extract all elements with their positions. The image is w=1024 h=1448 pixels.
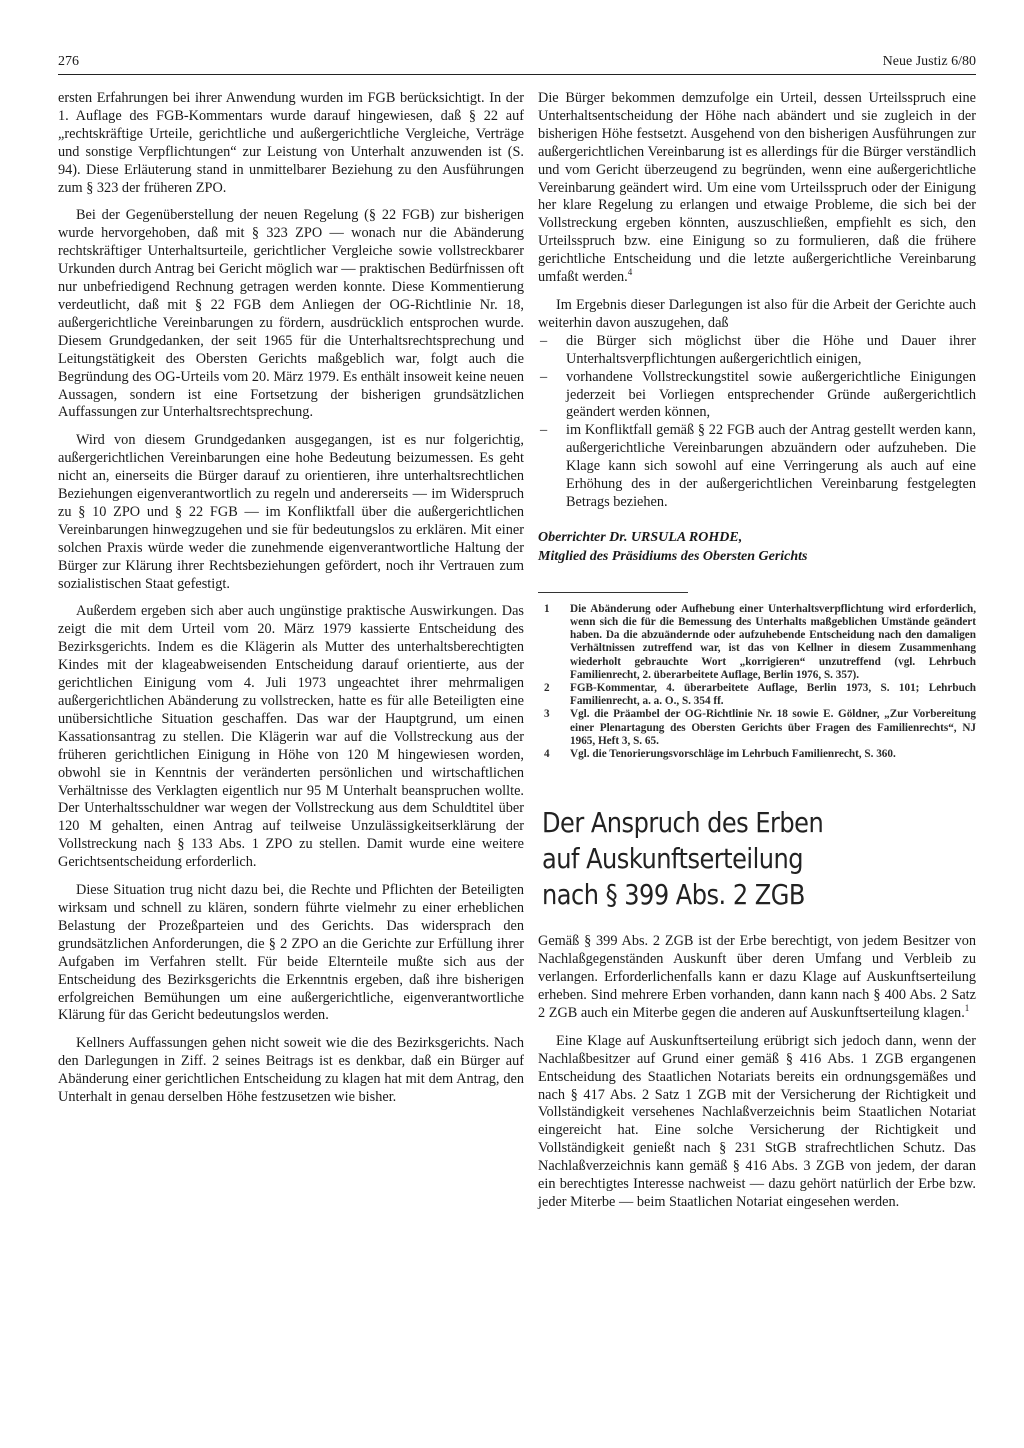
- footnote-number: 1: [544, 602, 550, 615]
- footnotes: [538, 603, 976, 761]
- paragraph: Bei der Gegenüberstellung der neuen Regelung (§ 22 FGB) zur bisherigen wurde hervorgehoben, daß mit § 323 ZPO — wonach nur die Abänderung rechtskräftiger Unterhaltsurteile, gerichtlicher Vergleiche sowie vollstreckbarer Urkunden durch Antrag bei Gericht möglich war — praktischen Bedürfnissen oft nur unbefriedigend Rechnung getragen werden konnte. Diese Kommentierung verdeutlicht, daß mit § 22 FGB dem Anliegen der OG-Richtlinie Nr. 18, außergerichtliche Vereinbarungen zu fördern, ausdrücklich entsprochen wurde. Diesem Grundgedanken, der seit 1965 für die Unterhaltsrechtsprechung und Leitungstätigkeit des Obersten Gerichts maßgeblich war, folgt auch die Begründung des OG-Urteils vom 20. März 1979. Es enthält insoweit keine neuen Aussagen, sondern ist eine Fortsetzung der bisherigen grundsätzlichen Auffassungen zur Unterhaltsrechtsprechung.: [58, 207, 524, 421]
- author-title: Mitglied des Präsidiums des Obersten Gerichts: [538, 548, 808, 564]
- footnote-number: 3: [544, 708, 550, 721]
- footnote: [538, 708, 976, 748]
- right-column: [538, 90, 976, 1212]
- footnote: [538, 603, 976, 682]
- author-signature: [538, 528, 976, 566]
- footnote-ref: 4: [627, 267, 633, 278]
- paragraph: Außerdem ergeben sich aber auch ungünstige praktische Auswirkungen. Das zeigt die mit dem Urteil vom 20. März 1979 kassierte Entscheidung des Bezirksgerichts. Indem es die Klägerin als Mutter des unterhaltsberechtigten Kindes mit der klageabweisenden Entscheidung darauf orientierte, aus der gerichtlichen Einigung vom 4. Juli 1973 ungeachtet ihrer mehrmaligen außergerichtlichen Abänderung zu vollstrecken, hatte es für alle Beteiligten eine unübersichtliche Situation geschaffen. Das war der Hauptgrund, um einen Kassationsantrag zu stellen. Die Klägerin war auf die Vollstreckung aus der früheren gerichtlichen Einigung in Höhe von 120 M hingewiesen worden, obwohl sie in Kenntnis der veränderten persönlichen und wirtschaftlichen Verhältnisse des Verklagten eigentlich nur 95 M Unterhalt beanspruchen wollte. Der Unterhaltsschuldner war wegen der Vollstreckung aus dem Schuldtitel über 120 M gehalten, einen Antrag auf teilweise Unzulässigkeitserklärung der Vollstreckung nach § 133 Abs. 1 ZPO zu stellen. Damit wurde eine weitere Gerichtsentscheidung erforderlich.: [58, 603, 524, 871]
- left-column: [58, 90, 524, 1107]
- header-rule: [58, 74, 976, 75]
- paragraph: Diese Situation trug nicht dazu bei, die Rechte und Pflichten der Beteiligten wirksam und schnell zu klären, sondern führte vielmehr zu einer erheblichen Belastung der Prozeßparteien und des Gerichts. Das widersprach den grundsätzlichen Anforderungen, die § 2 ZPO an die Gerichte zur Erfüllung ihrer Aufgaben im Verfahren stellt. Für beide Elternteile mußte sich aus der Entscheidung des Bezirksgerichts die Erkenntnis ergeben, daß ihre bisherigen erfolgreichen Bemühungen um eine außergerichtliche, eigenverantwortliche Klärung für das Gericht bedeutungslos werden.: [58, 882, 524, 1024]
- page-number: 276: [58, 54, 79, 69]
- footnote-text: Vgl. die Präambel der OG-Richtlinie Nr. 18 sowie E. Göldner, „Zur Vorbereitung einer Plenartagung des Obersten Gerichts über Fragen des Familienrechts“, NJ 1965, Heft 3, S. 65.: [570, 708, 976, 747]
- paragraph: [538, 90, 976, 287]
- paragraph: Eine Klage auf Auskunftserteilung erübrigt sich jedoch dann, wenn der Nachlaßbesitzer auf Grund einer gemäß § 416 Abs. 1 ZGB ergangenen Entscheidung des Staatlichen Notariats bereits ein ordnungsgemäßes und nach § 417 Abs. 2 Satz 1 ZGB mit der Versicherung der Richtigkeit und Vollständigkeit versehenes Nachlaßverzeichnis beim Staatlichen Notariat eingereicht hat. Eine solche Versicherung der Richtigkeit und Vollständigkeit genießt nach § 231 StGB strafrechtlichen Schutz. Das Nachlaßverzeichnis kann gemäß § 416 Abs. 3 ZGB von jedem, der daran ein berechtigtes Interesse nachweist — dazu gehört natürlich der Erbe bzw. jeder Miterbe — beim Staatlichen Notariat eingesehen werden.: [538, 1032, 976, 1210]
- footnote-number: 2: [544, 682, 550, 695]
- article-title: [542, 805, 915, 913]
- journal-issue: Neue Justiz 6/80: [882, 54, 976, 69]
- list-item: – im Konfliktfall gemäß § 22 FGB auch der Antrag gestellt werden kann, außergerichtliche Vereinbarungen abzuändern oder aufzuheben. Die Klage kann sich sowohl auf eine Verringerung als auch auf eine Erhöhung des in der außergerichtlichen Vereinbarung festgelegten Betrags beziehen.: [538, 422, 976, 512]
- title-line: nach § 399 Abs. 2 ZGB: [542, 878, 805, 912]
- paragraph-text: Gemäß § 399 Abs. 2 ZGB ist der Erbe berechtigt, von jedem Besitzer von Nachlaßgegenständen Auskunft über deren Umfang und Verbleib zu verlangen. Erforderlichenfalls kann er dazu Klage auf Auskunftserteilung erheben. Sind mehrere Erben vorhanden, dann kann nach § 400 Abs. 2 Satz 2 ZGB auch ein Miterbe gegen die anderen auf Auskunftserteilung klagen.: [538, 933, 976, 1021]
- title-line: auf Auskunftserteilung: [542, 842, 804, 876]
- footnote-number: 4: [544, 748, 550, 761]
- list-item: – vorhandene Vollstreckungstitel sowie außergerichtliche Einigungen jederzeit bei Vorliegen entsprechender Gründe außergerichtlich geändert werden können,: [538, 369, 976, 423]
- footnote-ref: 1: [964, 1003, 970, 1014]
- footnote: [538, 682, 976, 708]
- summary-intro: Im Ergebnis dieser Darlegungen ist also für die Arbeit der Gerichte auch weiterhin davon auszugehen, daß: [538, 296, 976, 331]
- summary-list: [538, 333, 976, 512]
- paragraph: Kellners Auffassungen gehen nicht soweit wie die des Bezirksgerichts. Nach den Darlegungen in Ziff. 2 seines Beitrags ist es denkbar, daß ein Bürger auf Abänderung einer gerichtlichen Entscheidung zu klagen hat mit dem Antrag, den Unterhalt in genau derselben Höhe festzusetzen wie bisher.: [58, 1035, 524, 1106]
- title-line: Der Anspruch des Erben: [542, 806, 824, 840]
- footnote: [538, 748, 976, 761]
- author-name: Oberrichter Dr. URSULA ROHDE,: [538, 529, 743, 545]
- paragraph: ersten Erfahrungen bei ihrer Anwendung wurden im FGB berücksichtigt. In der 1. Auflage des FGB-Kommentars wurde darauf hingewiesen, daß § 22 auf „rechtskräftige Urteile, gerichtliche und außergerichtliche Vergleiche, Verträge und sonstige Verpflichtungen“ zur Leistung von Unterhalt anzuwenden ist (S. 94). Diese Erläuterung stand in unmittelbarer Beziehung zu den Ausführungen zum § 323 der früheren ZPO.: [58, 90, 524, 196]
- footnote-text: FGB-Kommentar, 4. überarbeitete Auflage, Berlin 1973, S. 101; Lehrbuch Familienrecht, a. a. O., S. 354 ff.: [570, 682, 976, 708]
- footnote-rule: [538, 592, 688, 593]
- paragraph: Wird von diesem Grundgedanken ausgegangen, ist es nur folgerichtig, außergerichtlichen Vereinbarungen eine hohe Bedeutung beizumessen. Es geht nicht an, einerseits die Bürger darauf zu orientieren, ihre unterhaltsrechtlichen Beziehungen eigenverantwortlich zu regeln und andererseits — im Widerspruch zu § 10 ZPO und § 22 FGB — im Konfliktfall über die außergerichtlichen Vereinbarungen hinwegzugehen und sie für bedeutungslos zu erklären. Mit einer solchen Praxis würde weder die zunehmende eigenverantwortliche Haltung der Bürger zur Klärung ihrer Rechtsbeziehungen gefördert, noch ihr Vertrauen zum sozialistischen Staat gefestigt.: [58, 432, 524, 592]
- paragraph: [538, 933, 976, 1023]
- list-item: – die Bürger sich möglichst über die Höhe und Dauer ihrer Unterhaltsverpflichtungen außergerichtlich einigen,: [538, 333, 976, 369]
- paragraph-text: Die Bürger bekommen demzufolge ein Urteil, dessen Urteilsspruch eine Unterhaltsentscheidung der Höhe nach abändert und sie zugleich in der bisherigen Höhe festsetzt. Ausgehend von den bisherigen Ausführungen zur außergerichtlichen Vereinbarung ist es allerdings für die Bürger verständlich und vom Gericht überzeugend zu begründen, wenn eine außergerichtliche Vereinbarung geändert wird. Um eine vom Urteilsspruch oder der Einigung her klare Regelung zu erlangen und etwaige Probleme, die sich bei der Vollstreckung ergeben könnten, auszuschließen, empfiehlt es sich, den Urteilsspruch bzw. eine Einigung so zu formulieren, daß die frühere gerichtliche Entscheidung und die letzte außergerichtliche Vereinbarung umfaßt werden.: [538, 90, 976, 286]
- footnote-text: Die Abänderung oder Aufhebung einer Unterhaltsverpflichtung wird erforderlich, wenn sich die für die Bemessung des Unterhalts maßgeblichen Umstände geändert haben. Da die abzuändernde oder aufzuhebende Entscheidung nach den damaligen Verhältnissen zutreffend war, ist das von Kellner in diesem Zusammenhang wiederholt gebrauchte Wort „korrigieren“ unzutreffend (vgl. Lehrbuch Familienrecht, 2. überarbeitete Auflage, Berlin 1976, S. 357).: [570, 602, 976, 681]
- footnote-text: Vgl. die Tenorierungsvorschläge im Lehrbuch Familienrecht, S. 360.: [570, 748, 896, 761]
